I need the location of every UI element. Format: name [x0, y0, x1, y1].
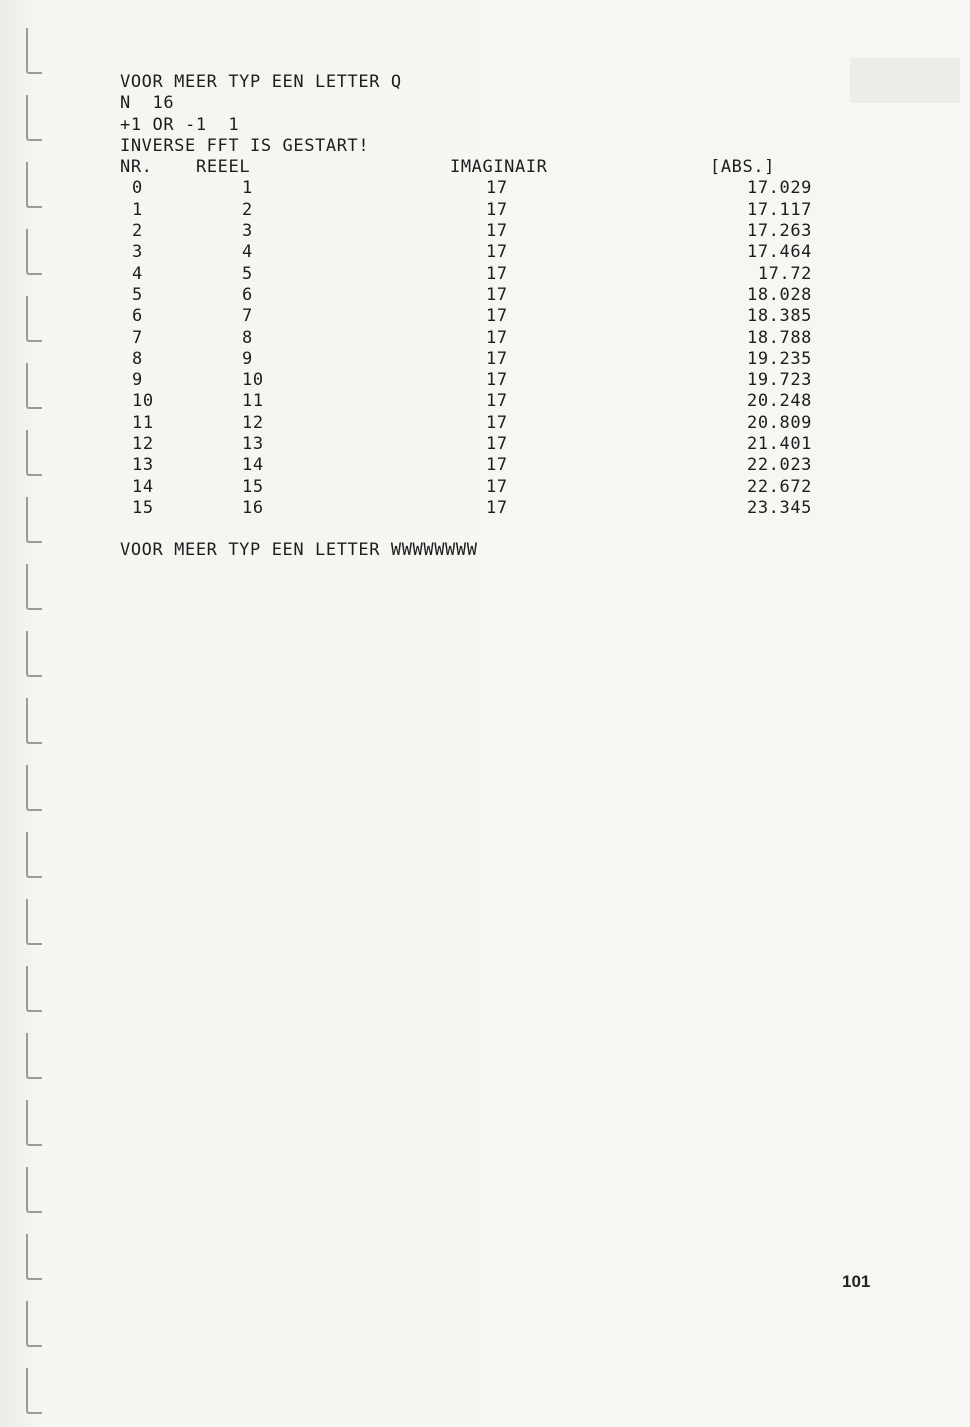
row-abs: 20.248: [746, 391, 812, 412]
row-imaginair: 17: [486, 497, 508, 518]
row-imaginair: 17: [486, 412, 508, 433]
binding-ring: [26, 363, 42, 409]
binding-ring: [26, 966, 42, 1012]
row-abs: 18.028: [746, 284, 812, 305]
binding-ring: [26, 1167, 42, 1213]
table-row: [120, 200, 840, 221]
binding-ring: [26, 631, 42, 677]
row-reeel: 11: [242, 391, 264, 412]
row-reeel: 9: [242, 348, 253, 369]
table-row: [120, 328, 840, 349]
table-header: [120, 157, 840, 178]
row-reeel: 16: [242, 497, 264, 518]
row-imaginair: 17: [486, 178, 508, 199]
binding-ring: [26, 1234, 42, 1280]
row-abs: 18.788: [746, 327, 812, 348]
binding-ring: [26, 765, 42, 811]
row-imaginair: 17: [486, 455, 508, 476]
binding-ring: [26, 564, 42, 610]
binding-ring: [26, 95, 42, 141]
row-imaginair: 17: [486, 221, 508, 242]
table-row: [120, 370, 840, 391]
row-abs: 17.029: [746, 178, 812, 199]
binding-ring: [26, 899, 42, 945]
binding-ring: [26, 832, 42, 878]
binding-ring: [26, 229, 42, 275]
row-nr: 7: [132, 327, 143, 348]
table-row: [120, 413, 840, 434]
row-abs: 22.672: [746, 476, 812, 497]
row-abs: 23.345: [746, 497, 812, 518]
table-row: [120, 434, 840, 455]
binding-ring: [26, 497, 42, 543]
row-nr: 9: [132, 370, 143, 391]
table-row: [120, 221, 840, 242]
page-number: 101: [842, 1272, 871, 1291]
row-nr: 0: [132, 178, 143, 199]
row-imaginair: 17: [486, 306, 508, 327]
table-row: [120, 349, 840, 370]
table-row: [120, 477, 840, 498]
row-nr: 10: [132, 391, 154, 412]
row-reeel: 13: [242, 434, 264, 455]
status-line: INVERSE FFT IS GESTART!: [120, 135, 370, 156]
row-nr: 13: [132, 455, 154, 476]
binding-ring: [26, 28, 42, 74]
row-nr: 3: [132, 242, 143, 263]
table-row: [120, 498, 840, 519]
row-nr: 14: [132, 476, 154, 497]
row-abs: 19.723: [746, 370, 812, 391]
row-nr: 8: [132, 348, 143, 369]
row-imaginair: 17: [486, 476, 508, 497]
prompt-line: VOOR MEER TYP EEN LETTER Q: [120, 72, 402, 92]
header-reeel: REEEL: [196, 157, 251, 178]
row-nr: 4: [132, 263, 143, 284]
table-row: [120, 455, 840, 476]
table-row: [120, 306, 840, 327]
row-nr: 2: [132, 221, 143, 242]
row-reeel: 3: [242, 221, 253, 242]
footer-prompt-line: VOOR MEER TYP EEN LETTER WWWWWWWW: [120, 540, 478, 561]
row-nr: 15: [132, 497, 154, 518]
row-reeel: 8: [242, 327, 253, 348]
header-imaginair: IMAGINAIR: [450, 157, 548, 178]
row-imaginair: 17: [486, 327, 508, 348]
binding-ring: [26, 296, 42, 342]
row-nr: 11: [132, 412, 154, 433]
table-row: [120, 285, 840, 306]
header-abs: [ABS.]: [710, 157, 776, 178]
binding-ring: [26, 1100, 42, 1146]
row-imaginair: 17: [486, 348, 508, 369]
row-reeel: 2: [242, 199, 253, 220]
row-imaginair: 17: [486, 434, 508, 455]
row-imaginair: 17: [486, 242, 508, 263]
row-reeel: 5: [242, 263, 253, 284]
binding-ring: [26, 698, 42, 744]
row-abs: 17.464: [746, 242, 812, 263]
row-abs: 19.235: [746, 348, 812, 369]
row-abs: 22.023: [746, 455, 812, 476]
table-row: [120, 178, 840, 199]
reverse-page-shadow: [850, 58, 960, 103]
row-reeel: 7: [242, 306, 253, 327]
computer-printout: [120, 72, 840, 562]
row-abs: 17.72: [757, 263, 812, 284]
table-body: [120, 178, 840, 519]
row-nr: 12: [132, 434, 154, 455]
header-nr: NR.: [120, 157, 153, 178]
row-abs: 20.809: [746, 412, 812, 433]
row-nr: 6: [132, 306, 143, 327]
row-imaginair: 17: [486, 284, 508, 305]
row-reeel: 10: [242, 370, 264, 391]
row-reeel: 6: [242, 284, 253, 305]
table-row: [120, 391, 840, 412]
binding-ring: [26, 430, 42, 476]
row-nr: 1: [132, 199, 143, 220]
n-value-line: N 16: [120, 93, 175, 114]
table-row: [120, 242, 840, 263]
row-reeel: 1: [242, 178, 253, 199]
row-nr: 5: [132, 284, 143, 305]
row-imaginair: 17: [486, 370, 508, 391]
binding-ring: [26, 1368, 42, 1414]
row-abs: 18.385: [746, 306, 812, 327]
spiral-binding: [26, 0, 46, 1427]
row-reeel: 12: [242, 412, 264, 433]
table-row: [120, 264, 840, 285]
row-imaginair: 17: [486, 391, 508, 412]
row-abs: 17.117: [746, 199, 812, 220]
row-imaginair: 17: [486, 263, 508, 284]
row-abs: 17.263: [746, 221, 812, 242]
row-reeel: 14: [242, 455, 264, 476]
direction-line: +1 OR -1 1: [120, 114, 240, 135]
binding-ring: [26, 162, 42, 208]
row-reeel: 15: [242, 476, 264, 497]
row-abs: 21.401: [746, 434, 812, 455]
binding-ring: [26, 1301, 42, 1347]
binding-ring: [26, 1033, 42, 1079]
row-reeel: 4: [242, 242, 253, 263]
row-imaginair: 17: [486, 199, 508, 220]
